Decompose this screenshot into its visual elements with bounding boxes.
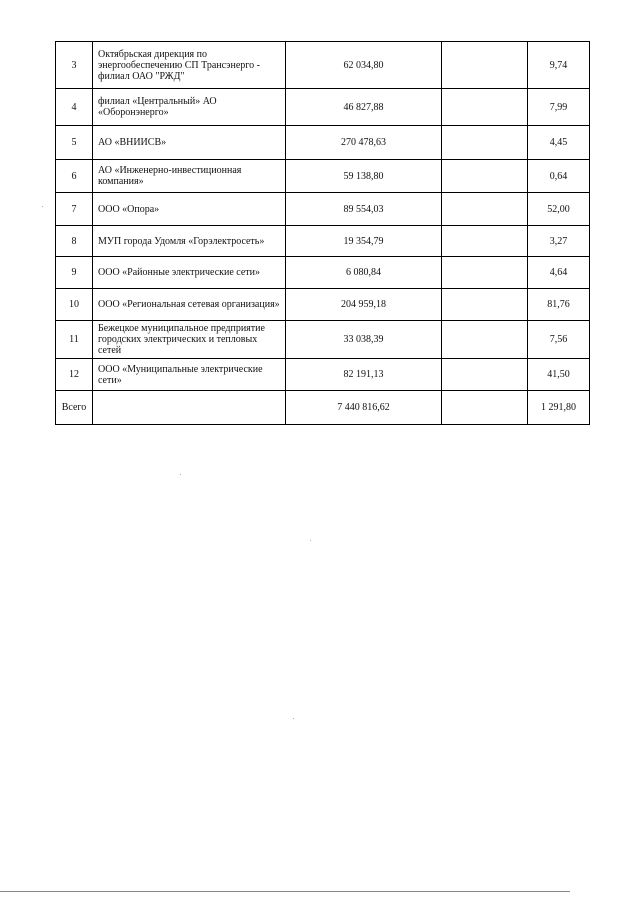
amount-cell: 270 478,63 [286,126,442,160]
organization-name: филиал «Центральный» АО «Оборонэнерго» [93,89,286,126]
amount-cell: 33 038,39 [286,321,442,359]
organization-name: АО «Инженерно-инвестиционная компания» [93,160,286,193]
row-number: 10 [56,289,93,321]
value-cell: 7,99 [528,89,590,126]
data-table [55,41,590,425]
value-cell: 81,76 [528,289,590,321]
row-number: 11 [56,321,93,359]
scan-speck [293,718,294,719]
value-cell: 7,56 [528,321,590,359]
empty-cell [442,257,528,289]
empty-cell [442,126,528,160]
organization-name: ООО «Региональная сетевая организация» [93,289,286,321]
organization-name: МУП города Удомля «Горэлектросеть» [93,226,286,257]
empty-cell [93,391,286,425]
total-label: Всего [56,391,93,425]
total-row [56,391,590,425]
amount-cell: 19 354,79 [286,226,442,257]
empty-cell [442,359,528,391]
total-value: 1 291,80 [528,391,590,425]
table-row [56,359,590,391]
row-number: 7 [56,193,93,226]
table-row [56,193,590,226]
value-cell: 4,45 [528,126,590,160]
row-number: 8 [56,226,93,257]
amount-cell: 89 554,03 [286,193,442,226]
amount-cell: 46 827,88 [286,89,442,126]
organization-name: ООО «Опора» [93,193,286,226]
value-cell: 41,50 [528,359,590,391]
scan-speck [310,540,311,541]
value-cell: 9,74 [528,42,590,89]
row-number: 9 [56,257,93,289]
empty-cell [442,321,528,359]
organization-name: Октябрьская дирекция по энергообеспечению СП Трансэнерго - филиал ОАО "РЖД" [93,42,286,89]
empty-cell [442,226,528,257]
table-row [56,42,590,89]
organization-name: ООО «Муниципальные электрические сети» [93,359,286,391]
value-cell: 4,64 [528,257,590,289]
empty-cell [442,391,528,425]
table-row [56,89,590,126]
empty-cell [442,160,528,193]
amount-cell: 59 138,80 [286,160,442,193]
value-cell: 0,64 [528,160,590,193]
value-cell: 52,00 [528,193,590,226]
row-number: 4 [56,89,93,126]
amount-cell: 6 080,84 [286,257,442,289]
row-number: 12 [56,359,93,391]
table-row [56,160,590,193]
amount-cell: 62 034,80 [286,42,442,89]
organization-name: Бежецкое муниципальное предприятие городских электрических и тепловых сетей [93,321,286,359]
scan-speck [180,474,181,475]
organization-name: АО «ВНИИСВ» [93,126,286,160]
row-number: 6 [56,160,93,193]
empty-cell [442,42,528,89]
amount-cell: 82 191,13 [286,359,442,391]
table-row [56,126,590,160]
total-amount: 7 440 816,62 [286,391,442,425]
organization-name: ООО «Районные электрические сети» [93,257,286,289]
scan-speck [42,206,43,207]
amount-cell: 204 959,18 [286,289,442,321]
empty-cell [442,289,528,321]
value-cell: 3,27 [528,226,590,257]
empty-cell [442,193,528,226]
row-number: 3 [56,42,93,89]
page-bottom-line [0,891,570,892]
row-number: 5 [56,126,93,160]
empty-cell [442,89,528,126]
table-row [56,321,590,359]
table-row [56,257,590,289]
table-row [56,289,590,321]
table-row [56,226,590,257]
